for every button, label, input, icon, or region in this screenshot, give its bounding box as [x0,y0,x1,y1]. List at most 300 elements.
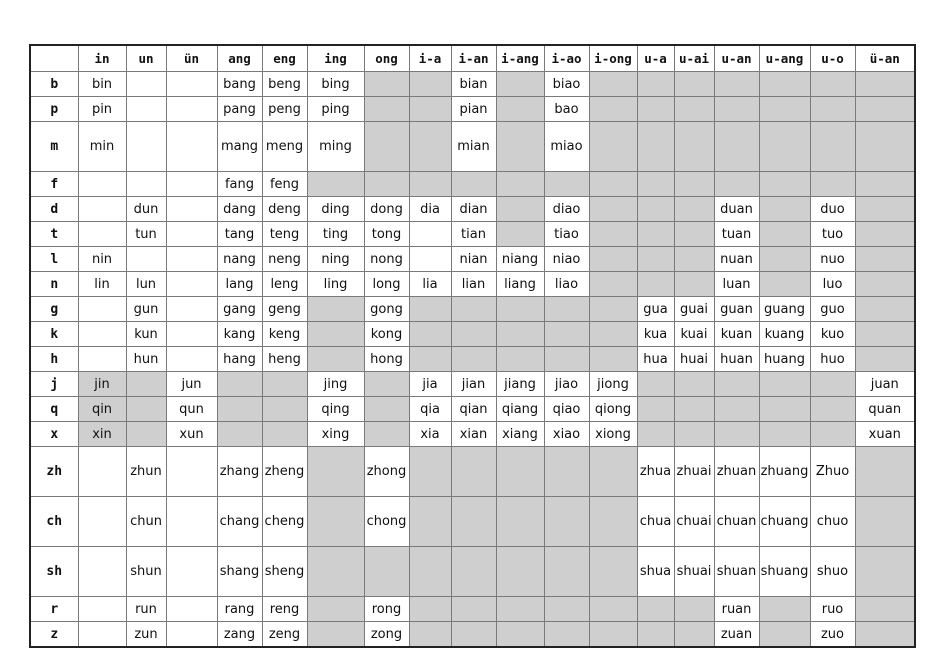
table-row [30,497,915,547]
syllable-cell: guo [810,297,855,322]
shaded-syllable-cell [544,597,589,622]
syllable-cell: luan [714,272,759,297]
shaded-syllable-cell [714,72,759,97]
final-header-cell: i-ong [589,45,637,72]
shaded-syllable-cell [637,222,674,247]
syllable-cell: niang [496,247,544,272]
syllable-cell: xing [307,422,364,447]
table-row [30,322,915,347]
syllable-cell: miao [544,122,589,172]
syllable-cell: huan [714,347,759,372]
syllable-cell: neng [262,247,307,272]
syllable-cell [78,547,126,597]
shaded-syllable-cell [217,372,262,397]
shaded-syllable-cell [496,197,544,222]
syllable-cell: run [126,597,166,622]
syllable-cell: lang [217,272,262,297]
shaded-syllable-cell [759,247,810,272]
shaded-syllable-cell [637,97,674,122]
syllable-cell: kuang [759,322,810,347]
syllable-cell: reng [262,597,307,622]
syllable-cell: pang [217,97,262,122]
syllable-cell: heng [262,347,307,372]
syllable-cell: bin [78,72,126,97]
syllable-cell: chong [364,497,409,547]
shaded-syllable-cell [674,372,714,397]
shaded-syllable-cell [759,197,810,222]
final-header-cell: u-ai [674,45,714,72]
shaded-syllable-cell [637,372,674,397]
initial-cell: ch [30,497,78,547]
syllable-cell [166,72,217,97]
shaded-syllable-cell [496,222,544,247]
syllable-cell: lin [78,272,126,297]
syllable-cell: chuai [674,497,714,547]
shaded-syllable-cell [810,372,855,397]
syllable-cell [126,247,166,272]
initial-cell: d [30,197,78,222]
shaded-syllable-cell [855,497,915,547]
syllable-cell: beng [262,72,307,97]
shaded-syllable-cell [307,622,364,648]
syllable-cell: zhang [217,447,262,497]
initial-cell: f [30,172,78,197]
syllable-cell: kun [126,322,166,347]
syllable-cell: guang [759,297,810,322]
shaded-syllable-cell [126,372,166,397]
syllable-cell: nin [78,247,126,272]
syllable-cell: lia [409,272,451,297]
syllable-cell: jian [451,372,496,397]
shaded-syllable-cell [674,72,714,97]
shaded-syllable-cell [589,622,637,648]
syllable-cell: hong [364,347,409,372]
shaded-syllable-cell [855,322,915,347]
shaded-syllable-cell [637,597,674,622]
syllable-cell: tian [451,222,496,247]
initial-cell: n [30,272,78,297]
table-row [30,422,915,447]
shaded-syllable-cell [496,497,544,547]
shaded-syllable-cell [409,72,451,97]
shaded-syllable-cell [496,122,544,172]
shaded-syllable-cell [714,422,759,447]
shaded-syllable-cell [759,597,810,622]
syllable-cell [166,247,217,272]
syllable-cell: meng [262,122,307,172]
initial-cell: z [30,622,78,648]
table-row [30,97,915,122]
syllable-cell: fang [217,172,262,197]
final-header-cell: i-ao [544,45,589,72]
syllable-cell: mian [451,122,496,172]
syllable-cell [78,172,126,197]
syllable-cell: zhuai [674,447,714,497]
shaded-syllable-cell [810,397,855,422]
final-header-cell: u-a [637,45,674,72]
shaded-syllable-cell [364,422,409,447]
shaded-syllable-cell [126,422,166,447]
syllable-cell: qun [166,397,217,422]
shaded-syllable-cell [714,397,759,422]
syllable-cell [409,247,451,272]
shaded-syllable-cell [496,622,544,648]
syllable-cell: dian [451,197,496,222]
shaded-syllable-cell [674,622,714,648]
shaded-syllable-cell [855,447,915,497]
initial-cell: r [30,597,78,622]
shaded-syllable-cell [714,122,759,172]
syllable-cell: shang [217,547,262,597]
shaded-syllable-cell [496,547,544,597]
table-row [30,72,915,97]
shaded-syllable-cell [496,297,544,322]
shaded-syllable-cell [307,447,364,497]
syllable-cell: hang [217,347,262,372]
final-header-cell: i-ang [496,45,544,72]
final-header-cell: in [78,45,126,72]
initial-cell: t [30,222,78,247]
table-row [30,622,915,648]
table-row [30,547,915,597]
final-header-cell: ün [166,45,217,72]
shaded-syllable-cell [126,397,166,422]
shaded-syllable-cell [637,122,674,172]
syllable-cell [166,547,217,597]
syllable-cell: qian [451,397,496,422]
syllable-cell: chua [637,497,674,547]
syllable-cell: liao [544,272,589,297]
table-body [30,45,915,647]
syllable-cell [78,197,126,222]
table-row [30,347,915,372]
final-header-cell: u-an [714,45,759,72]
syllable-cell: xuan [855,422,915,447]
syllable-cell: mang [217,122,262,172]
syllable-cell: kua [637,322,674,347]
final-header-cell: i-an [451,45,496,72]
shaded-syllable-cell [364,547,409,597]
syllable-cell: zuo [810,622,855,648]
syllable-cell: dun [126,197,166,222]
syllable-cell: xun [166,422,217,447]
shaded-syllable-cell [759,122,810,172]
shaded-syllable-cell [589,197,637,222]
shaded-syllable-cell [855,272,915,297]
syllable-cell [126,72,166,97]
syllable-cell [126,122,166,172]
shaded-syllable-cell [855,297,915,322]
syllable-cell: xiang [496,422,544,447]
syllable-cell: chuo [810,497,855,547]
shaded-syllable-cell [759,622,810,648]
shaded-syllable-cell [589,597,637,622]
initial-cell: q [30,397,78,422]
table-row [30,122,915,172]
syllable-cell: huang [759,347,810,372]
shaded-syllable-cell [544,297,589,322]
syllable-cell: bing [307,72,364,97]
shaded-syllable-cell [451,322,496,347]
syllable-cell: long [364,272,409,297]
syllable-cell: dong [364,197,409,222]
shaded-syllable-cell [674,197,714,222]
final-header-cell: u-o [810,45,855,72]
shaded-syllable-cell [674,397,714,422]
initial-cell: sh [30,547,78,597]
shaded-syllable-cell [674,172,714,197]
shaded-syllable-cell [364,122,409,172]
shaded-syllable-cell [496,347,544,372]
syllable-cell: xiao [544,422,589,447]
initial-cell: p [30,97,78,122]
shaded-syllable-cell [364,172,409,197]
syllable-cell [166,97,217,122]
syllable-cell [166,172,217,197]
shaded-syllable-cell [409,172,451,197]
syllable-cell: shuo [810,547,855,597]
table-row [30,297,915,322]
syllable-cell: qiong [589,397,637,422]
syllable-cell: lun [126,272,166,297]
syllable-cell: niao [544,247,589,272]
shaded-syllable-cell [496,447,544,497]
shaded-syllable-cell [451,347,496,372]
shaded-syllable-cell [409,622,451,648]
syllable-cell: ping [307,97,364,122]
shaded-syllable-cell [544,322,589,347]
shaded-syllable-cell [451,622,496,648]
syllable-cell [126,97,166,122]
syllable-cell: tuan [714,222,759,247]
shaded-syllable-cell [714,172,759,197]
shaded-syllable-cell [810,72,855,97]
syllable-cell: shun [126,547,166,597]
initial-cell: g [30,297,78,322]
syllable-cell: xia [409,422,451,447]
shaded-syllable-cell [451,597,496,622]
table-row [30,247,915,272]
shaded-syllable-cell [637,622,674,648]
shaded-syllable-cell [855,222,915,247]
syllable-cell: nian [451,247,496,272]
shaded-syllable-cell [496,97,544,122]
shaded-syllable-cell: jin [78,372,126,397]
shaded-syllable-cell [810,422,855,447]
syllable-cell: guan [714,297,759,322]
initial-cell: b [30,72,78,97]
shaded-syllable-cell [544,622,589,648]
syllable-cell [78,447,126,497]
syllable-cell: ning [307,247,364,272]
syllable-cell: jiao [544,372,589,397]
shaded-syllable-cell [589,322,637,347]
syllable-cell [78,297,126,322]
syllable-cell: gong [364,297,409,322]
syllable-cell: kuai [674,322,714,347]
final-header-cell: ang [217,45,262,72]
syllable-cell [166,347,217,372]
shaded-syllable-cell [674,272,714,297]
final-header-cell: ü-an [855,45,915,72]
syllable-cell: tuo [810,222,855,247]
shaded-syllable-cell [451,547,496,597]
syllable-cell: shuai [674,547,714,597]
shaded-syllable-cell [637,72,674,97]
shaded-syllable-cell [589,172,637,197]
shaded-syllable-cell [714,372,759,397]
syllable-cell: bian [451,72,496,97]
syllable-cell: nuo [810,247,855,272]
shaded-syllable-cell [759,97,810,122]
syllable-cell: kuo [810,322,855,347]
syllable-cell: chang [217,497,262,547]
syllable-cell: kang [217,322,262,347]
syllable-cell: qing [307,397,364,422]
table-row [30,372,915,397]
shaded-syllable-cell [589,97,637,122]
syllable-cell [166,272,217,297]
shaded-syllable-cell [810,172,855,197]
table-row [30,197,915,222]
syllable-cell [78,322,126,347]
table-row [30,447,915,497]
syllable-cell: leng [262,272,307,297]
shaded-syllable-cell [409,297,451,322]
table-row [30,397,915,422]
shaded-syllable-cell [759,397,810,422]
shaded-syllable-cell [409,547,451,597]
syllable-cell: shuan [714,547,759,597]
shaded-syllable-cell [409,322,451,347]
shaded-syllable-cell [589,447,637,497]
shaded-syllable-cell [589,222,637,247]
syllable-cell: zong [364,622,409,648]
shaded-syllable-cell [589,297,637,322]
syllable-cell: ruan [714,597,759,622]
shaded-syllable-cell: qin [78,397,126,422]
syllable-cell: rong [364,597,409,622]
shaded-syllable-cell [451,497,496,547]
syllable-cell: zhun [126,447,166,497]
syllable-cell: luo [810,272,855,297]
syllable-cell: pian [451,97,496,122]
syllable-cell [166,222,217,247]
syllable-cell: teng [262,222,307,247]
syllable-cell: gua [637,297,674,322]
shaded-syllable-cell [451,297,496,322]
shaded-syllable-cell [855,172,915,197]
syllable-cell: keng [262,322,307,347]
shaded-syllable-cell [674,97,714,122]
syllable-cell: jun [166,372,217,397]
shaded-syllable-cell [759,222,810,247]
shaded-syllable-cell [589,547,637,597]
syllable-cell [166,322,217,347]
syllable-cell: huai [674,347,714,372]
shaded-syllable-cell [855,97,915,122]
shaded-syllable-cell [855,122,915,172]
shaded-syllable-cell [759,72,810,97]
shaded-syllable-cell: xin [78,422,126,447]
syllable-cell: liang [496,272,544,297]
shaded-syllable-cell [589,247,637,272]
syllable-cell: kuan [714,322,759,347]
shaded-syllable-cell [589,72,637,97]
shaded-syllable-cell [759,172,810,197]
syllable-cell: zhua [637,447,674,497]
syllable-cell: peng [262,97,307,122]
syllable-cell: qia [409,397,451,422]
syllable-cell [166,197,217,222]
syllable-cell: chun [126,497,166,547]
shaded-syllable-cell [637,172,674,197]
shaded-syllable-cell [364,97,409,122]
syllable-cell [126,172,166,197]
syllable-cell: bao [544,97,589,122]
syllable-cell: jia [409,372,451,397]
shaded-syllable-cell [637,197,674,222]
shaded-syllable-cell [855,247,915,272]
shaded-syllable-cell [307,347,364,372]
syllable-cell: huo [810,347,855,372]
initial-cell: l [30,247,78,272]
shaded-syllable-cell [217,422,262,447]
syllable-cell: gang [217,297,262,322]
syllable-cell: jing [307,372,364,397]
syllable-cell: jiong [589,372,637,397]
syllable-cell: sheng [262,547,307,597]
shaded-syllable-cell [307,172,364,197]
shaded-syllable-cell [855,72,915,97]
syllable-cell [166,497,217,547]
final-header-cell: eng [262,45,307,72]
shaded-syllable-cell [674,422,714,447]
shaded-syllable-cell [409,97,451,122]
syllable-cell: chuang [759,497,810,547]
syllable-cell: duan [714,197,759,222]
syllable-cell: shua [637,547,674,597]
shaded-syllable-cell [589,272,637,297]
syllable-cell [409,222,451,247]
shaded-syllable-cell [855,622,915,648]
syllable-cell: pin [78,97,126,122]
syllable-cell: tiao [544,222,589,247]
final-header-cell: ong [364,45,409,72]
syllable-cell: min [78,122,126,172]
initial-cell: j [30,372,78,397]
shaded-syllable-cell [855,597,915,622]
syllable-cell [78,622,126,648]
shaded-syllable-cell [409,597,451,622]
syllable-cell: kong [364,322,409,347]
shaded-syllable-cell [855,197,915,222]
syllable-cell: nong [364,247,409,272]
shaded-syllable-cell [307,322,364,347]
syllable-cell [166,297,217,322]
shaded-syllable-cell [544,497,589,547]
shaded-syllable-cell [674,122,714,172]
shaded-syllable-cell [637,422,674,447]
shaded-syllable-cell [364,397,409,422]
initial-cell: h [30,347,78,372]
syllable-cell: quan [855,397,915,422]
final-header-cell: u-ang [759,45,810,72]
shaded-syllable-cell [544,447,589,497]
shaded-syllable-cell [714,97,759,122]
shaded-syllable-cell [496,172,544,197]
shaded-syllable-cell [262,422,307,447]
